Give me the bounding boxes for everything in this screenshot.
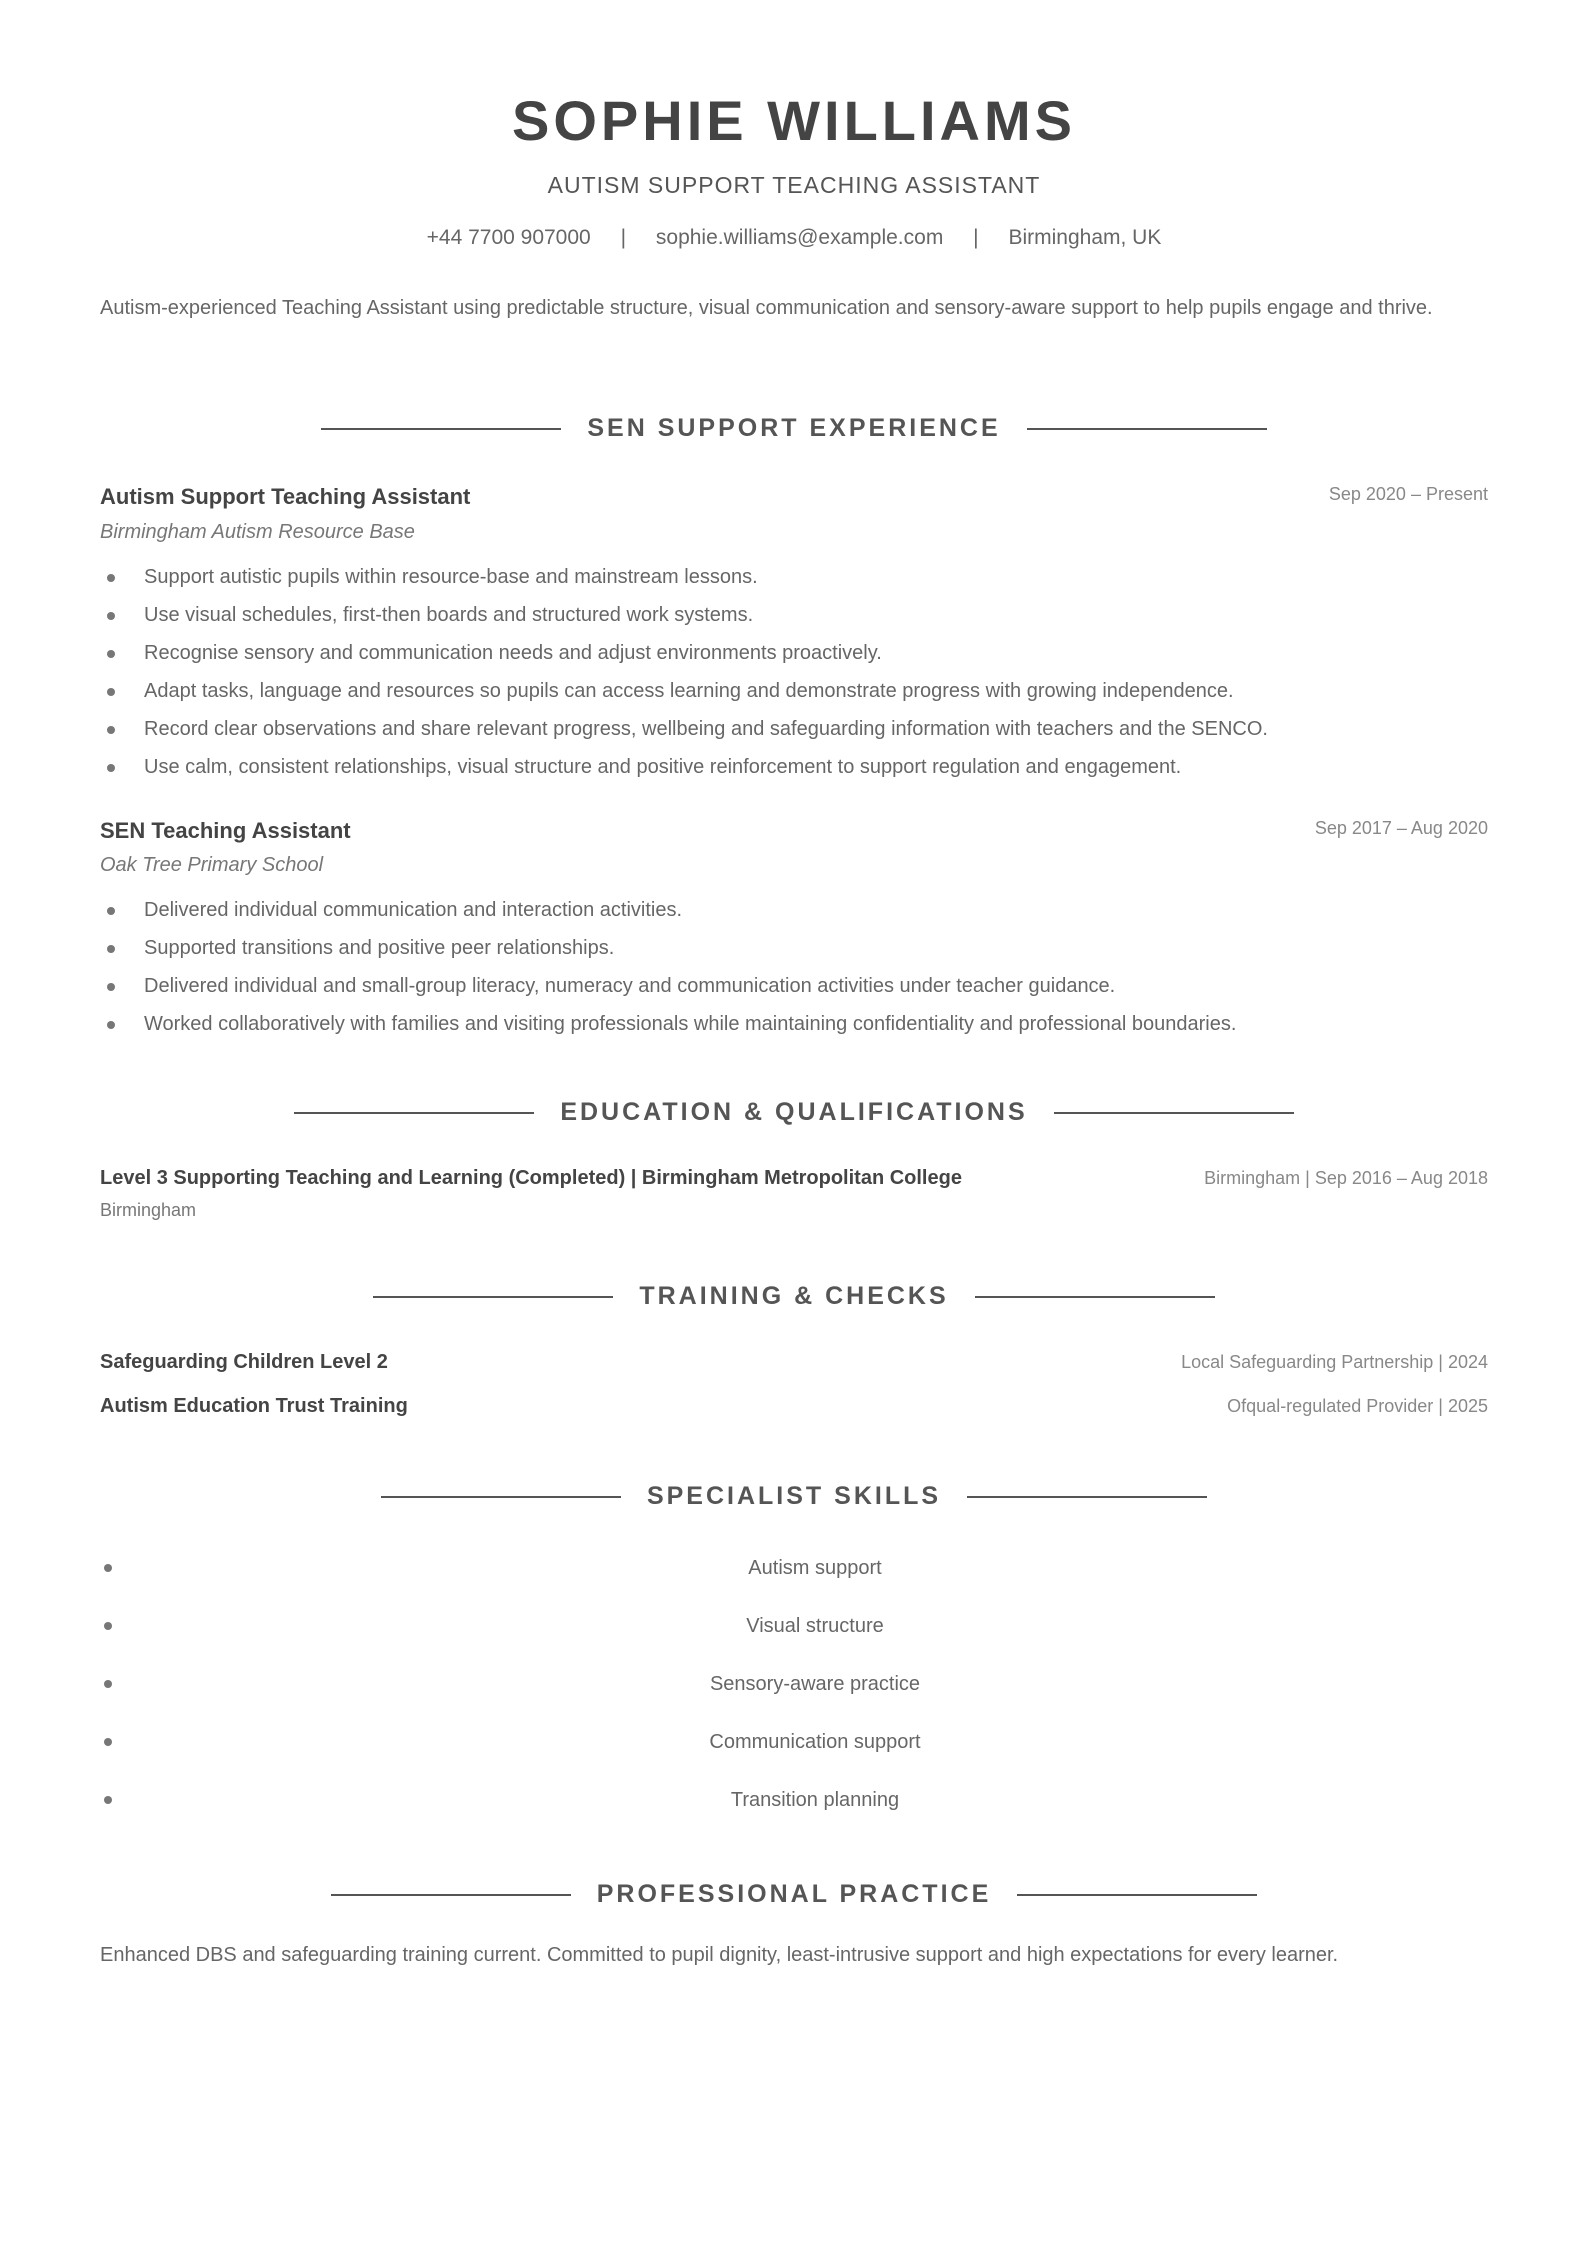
list-item: Recognise sensory and communication needs and adjust environments proactively. bbox=[100, 634, 1488, 672]
candidate-title: AUTISM SUPPORT TEACHING ASSISTANT bbox=[547, 172, 1041, 198]
job-bullets bbox=[100, 891, 1488, 1043]
location: Birmingham, UK bbox=[1008, 226, 1162, 249]
list-item: Delivered individual communication and interaction activities. bbox=[100, 891, 1488, 929]
list-item: Record clear observations and share relevant progress, wellbeing and safeguarding information with teachers and the SENCO. bbox=[100, 710, 1488, 748]
list-item: Communication support bbox=[100, 1713, 1488, 1771]
qualification-location: Birmingham bbox=[100, 1200, 197, 1220]
section-title: SEN SUPPORT EXPERIENCE bbox=[587, 414, 1001, 442]
training-title: Autism Education Trust Training bbox=[100, 1395, 408, 1417]
list-item: Use calm, consistent relationships, visual structure and positive reinforcement to support regulation and engagement. bbox=[100, 748, 1488, 786]
heading-rule bbox=[967, 1496, 1207, 1498]
contact-line bbox=[100, 226, 1488, 250]
heading-rule bbox=[381, 1496, 621, 1498]
list-item: Autism support bbox=[100, 1539, 1488, 1597]
section-heading-practice bbox=[100, 1880, 1488, 1909]
phone: +44 7700 907000 bbox=[426, 226, 591, 249]
heading-rule bbox=[373, 1296, 613, 1298]
heading-rule bbox=[1017, 1894, 1257, 1896]
list-item: Delivered individual and small-group literacy, numeracy and communication activities under teacher guidance. bbox=[100, 967, 1488, 1005]
job-date: Sep 2020 – Present bbox=[1328, 484, 1488, 504]
qualification-meta: Birmingham | Sep 2016 – Aug 2018 bbox=[1204, 1168, 1488, 1188]
summary: Autism-experienced Teaching Assistant using predictable structure, visual communication and sensory-aware support to help pupils engage and thrive. bbox=[100, 297, 1433, 319]
contact-separator: | bbox=[620, 226, 627, 249]
list-item: Supported transitions and positive peer relationships. bbox=[100, 929, 1488, 967]
heading-rule bbox=[975, 1296, 1215, 1298]
list-item: Transition planning bbox=[100, 1771, 1488, 1829]
job-date: Sep 2017 – Aug 2020 bbox=[1314, 818, 1488, 838]
list-item: Support autistic pupils within resource-base and mainstream lessons. bbox=[100, 558, 1488, 596]
section-title: TRAINING & CHECKS bbox=[639, 1282, 949, 1310]
job-title: SEN Teaching Assistant bbox=[100, 818, 351, 843]
section-title: PROFESSIONAL PRACTICE bbox=[596, 1880, 992, 1908]
job-title: Autism Support Teaching Assistant bbox=[100, 484, 471, 509]
training-meta: Local Safeguarding Partnership | 2024 bbox=[1181, 1352, 1488, 1372]
heading-rule bbox=[321, 428, 561, 430]
candidate-name: SOPHIE WILLIAMS bbox=[512, 89, 1076, 152]
training-meta: Ofqual-regulated Provider | 2025 bbox=[1227, 1396, 1488, 1416]
section-title: SPECIALIST SKILLS bbox=[646, 1482, 942, 1510]
heading-rule bbox=[331, 1894, 571, 1896]
list-item: Adapt tasks, language and resources so pupils can access learning and demonstrate progress with growing independence. bbox=[100, 672, 1488, 710]
job-organisation: Oak Tree Primary School bbox=[100, 854, 324, 876]
contact-separator: | bbox=[973, 226, 979, 249]
section-heading-experience bbox=[100, 414, 1488, 443]
heading-rule bbox=[1027, 428, 1267, 430]
list-item: Sensory-aware practice bbox=[100, 1655, 1488, 1713]
section-heading-skills bbox=[100, 1482, 1488, 1511]
heading-rule bbox=[294, 1112, 534, 1114]
practice-statement: Enhanced DBS and safeguarding training current. Committed to pupil dignity, least-intrusive support and high expectations for every learner. bbox=[100, 1944, 1339, 1966]
section-title: EDUCATION & QUALIFICATIONS bbox=[560, 1098, 1028, 1126]
job-bullets bbox=[100, 558, 1488, 786]
list-item: Worked collaboratively with families and visiting professionals while maintaining confidentiality and professional boundaries. bbox=[100, 1005, 1488, 1043]
section-heading-education bbox=[100, 1098, 1488, 1127]
qualification-title: Level 3 Supporting Teaching and Learning (Completed) | Birmingham Metropolitan College bbox=[100, 1167, 962, 1189]
list-item: Use visual schedules, first-then boards and structured work systems. bbox=[100, 596, 1488, 634]
email: sophie.williams@example.com bbox=[655, 226, 944, 249]
section-heading-training bbox=[100, 1282, 1488, 1311]
heading-rule bbox=[1054, 1112, 1294, 1114]
training-title: Safeguarding Children Level 2 bbox=[100, 1351, 388, 1373]
job-organisation: Birmingham Autism Resource Base bbox=[100, 521, 415, 543]
list-item: Visual structure bbox=[100, 1597, 1488, 1655]
skills-list bbox=[100, 1539, 1488, 1829]
